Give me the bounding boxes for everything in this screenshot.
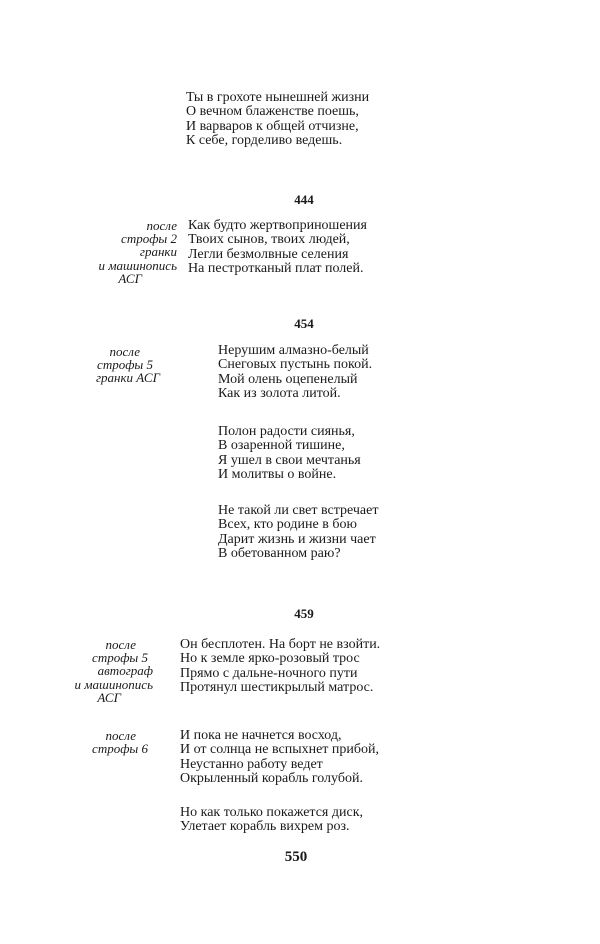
- note-line: строфы 2: [121, 231, 177, 247]
- note-line: строфы 5: [97, 357, 153, 373]
- verse-line: Как будто жертвоприношения: [188, 218, 367, 233]
- verse-line: И варваров к общей отчизне,: [186, 118, 359, 134]
- page-number: 550: [284, 849, 308, 865]
- stanza-459-1: [180, 638, 380, 695]
- variant-note-459-a: [48, 638, 153, 704]
- verse-line: Полон радости сиянья,: [218, 424, 355, 439]
- verse-line: Ты в грохоте нынешней жизни: [186, 90, 370, 105]
- note-line: и машинопись: [74, 676, 153, 692]
- note-line: после: [105, 728, 136, 743]
- verse-line: Прямо с дальне-ночного пути: [180, 665, 358, 681]
- stanza-444: [188, 219, 367, 276]
- verse-line: На пестротканый плат полей.: [188, 260, 364, 276]
- stanza-459-2: [180, 729, 379, 786]
- note-line: и машинопись: [98, 257, 177, 273]
- note-line: гранки АСГ: [95, 370, 160, 386]
- note-line: АСГ: [97, 689, 121, 705]
- verse-line: Снеговых пустынь покой.: [218, 357, 373, 373]
- verse-line: И молитвы о войне.: [218, 466, 337, 482]
- stanza-454-1: [218, 344, 372, 401]
- stanza-459-3: [180, 806, 363, 835]
- note-line: гранки: [139, 244, 177, 260]
- verse-line: К себе, горделиво ведешь.: [186, 132, 343, 148]
- note-line: после: [109, 344, 140, 359]
- variant-note-459-b: [48, 729, 153, 755]
- verse-line: Я ушел в свои мечтанья: [218, 452, 361, 468]
- note-line: после: [146, 218, 177, 233]
- variant-note-454: [55, 345, 160, 385]
- verse-line: Всех, кто родине в бою: [218, 517, 357, 533]
- verse-line: Твоих сынов, твоих людей,: [188, 232, 350, 248]
- poem-number-454: 454: [294, 316, 314, 331]
- poem-number-444: 444: [294, 192, 314, 207]
- verse-line: Неустанно работу ведет: [180, 756, 323, 772]
- verse-line: Дарит жизнь и жизни чает: [218, 531, 376, 547]
- verse-line: В обетованном раю?: [218, 545, 341, 561]
- verse-line: Мой олень оцепенелый: [218, 371, 358, 387]
- verse-line: Он бесплотен. На борт не взойти.: [180, 637, 381, 652]
- verse-line: О вечном блаженстве поешь,: [186, 104, 359, 120]
- verse-line: Но к земле ярко-розовый трос: [180, 651, 360, 667]
- note-line: строфы 5: [92, 650, 148, 666]
- verse-line: И пока не начнется восход,: [180, 728, 342, 743]
- verse-line: Нерушим алмазно-белый: [218, 343, 369, 358]
- verse-line: Протянул шестикрылый матрос.: [180, 679, 374, 695]
- stanza-454-3: [218, 504, 378, 561]
- variant-note-444: [72, 219, 177, 285]
- verse-line: В озаренной тишине,: [218, 438, 345, 454]
- stanza-454-2: [218, 425, 361, 482]
- verse-line: Улетает корабль вихрем роз.: [180, 819, 350, 835]
- verse-line: И от солнца не вспыхнет прибой,: [180, 742, 380, 758]
- note-line: после: [105, 637, 136, 652]
- note-line: автограф: [97, 663, 153, 679]
- verse-line: Легли безмолвные селения: [188, 246, 349, 262]
- note-line: АСГ: [118, 270, 142, 286]
- poem-number-459: 459: [294, 606, 314, 621]
- note-line: строфы 6: [92, 741, 148, 757]
- verse-line: Как из золота литой.: [218, 385, 341, 401]
- stanza-top: [186, 91, 369, 148]
- verse-line: Но как только покажется диск,: [180, 805, 363, 820]
- verse-line: Окрыленный корабль голубой.: [180, 770, 363, 786]
- verse-line: Не такой ли свет встречает: [218, 503, 379, 518]
